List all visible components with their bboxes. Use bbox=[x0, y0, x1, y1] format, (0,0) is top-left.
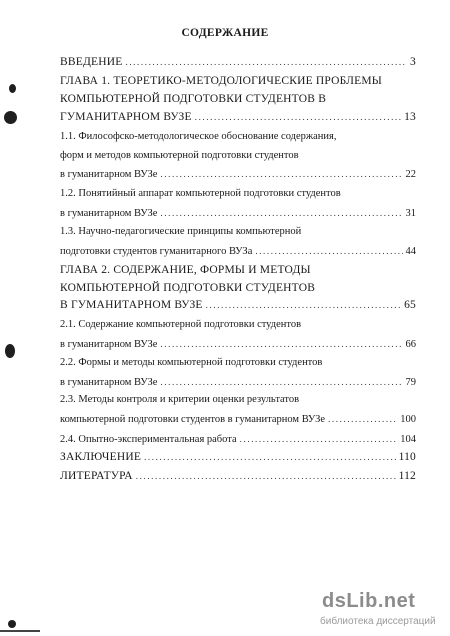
toc-entry-text: в гуманитарном ВУЗе bbox=[60, 377, 158, 388]
toc-entry-text: 1.3. Научно-педагогические принципы компьютерной bbox=[60, 226, 302, 237]
toc-entry bbox=[60, 130, 416, 144]
toc-entry-text: ГЛАВА 2. СОДЕРЖАНИЕ, ФОРМЫ И МЕТОДЫ bbox=[60, 264, 311, 276]
toc-entry-text: в гуманитарном ВУЗе bbox=[60, 208, 158, 219]
toc-leader-dots bbox=[240, 432, 398, 446]
toc-entry bbox=[60, 281, 416, 295]
toc-entry-text: ЛИТЕРАТУРА bbox=[60, 470, 133, 482]
toc-leader-dots bbox=[125, 55, 407, 69]
scan-edge-mark bbox=[0, 630, 40, 632]
toc-page-number: 13 bbox=[404, 111, 416, 123]
toc-entry bbox=[60, 298, 416, 312]
toc-entry bbox=[60, 318, 416, 332]
toc-entry-text: КОМПЬЮТЕРНОЙ ПОДГОТОВКИ СТУДЕНТОВ В bbox=[60, 93, 327, 105]
toc-page-number: 110 bbox=[398, 451, 416, 463]
toc-leader-dots bbox=[160, 337, 402, 351]
toc-leader-dots bbox=[144, 450, 396, 464]
toc-entry bbox=[60, 450, 416, 464]
binder-hole-mark bbox=[5, 344, 15, 358]
toc-entry-text: в гуманитарном ВУЗе bbox=[60, 339, 158, 350]
page-title: СОДЕРЖАНИЕ bbox=[181, 27, 269, 39]
toc-leader-dots bbox=[206, 298, 401, 312]
toc-page-number: 3 bbox=[410, 56, 416, 68]
toc-leader-dots bbox=[160, 375, 402, 389]
toc-entry bbox=[60, 356, 416, 370]
watermark-brand: dsLib.net bbox=[322, 590, 416, 612]
toc-entry-text: ГЛАВА 1. ТЕОРЕТИКО-МЕТОДОЛОГИЧЕСКИЕ ПРОБЛЕМЫ bbox=[60, 75, 383, 87]
toc-entry bbox=[60, 337, 416, 352]
dslib-watermark bbox=[318, 590, 438, 630]
toc-page-number: 31 bbox=[405, 208, 416, 219]
toc-entry bbox=[60, 263, 416, 277]
toc-entry-text: ЗАКЛЮЧЕНИЕ bbox=[60, 451, 142, 463]
toc-entry-text: компьютерной подготовки студентов в гуманитарном ВУЗе bbox=[60, 414, 326, 425]
toc-entry-text: 2.2. Формы и методы компьютерной подготовки студентов bbox=[60, 357, 323, 368]
toc-page-number: 79 bbox=[405, 377, 416, 388]
toc-entry bbox=[60, 412, 416, 427]
toc-entry-text: подготовки студентов гуманитарного ВУЗа bbox=[60, 246, 253, 257]
toc-entry-text: ГУМАНИТАРНОМ ВУЗЕ bbox=[60, 111, 192, 123]
toc-leader-dots bbox=[195, 110, 401, 124]
toc-entry bbox=[60, 206, 416, 221]
toc-entry-text: форм и методов компьютерной подготовки студентов bbox=[60, 150, 299, 161]
binder-hole-mark bbox=[8, 620, 16, 628]
toc-leader-dots bbox=[255, 244, 402, 258]
toc-leader-dots bbox=[328, 412, 397, 426]
toc-entry-text: 1.1. Философско-методологическое обоснование содержания, bbox=[60, 131, 337, 142]
toc-entry-text: в гуманитарном ВУЗе bbox=[60, 169, 158, 180]
toc-page-number: 22 bbox=[405, 169, 416, 180]
binder-hole-mark bbox=[4, 111, 17, 124]
toc-entry bbox=[60, 187, 416, 201]
toc-page-number: 100 bbox=[400, 414, 416, 425]
toc-entry bbox=[60, 110, 416, 124]
toc-entry-text: ВВЕДЕНИЕ bbox=[60, 56, 123, 68]
toc-leader-dots bbox=[136, 469, 396, 483]
toc-entry bbox=[60, 167, 416, 182]
toc-leader-dots bbox=[160, 167, 402, 181]
toc-entry bbox=[60, 432, 416, 447]
toc-page-number: 104 bbox=[400, 434, 416, 445]
watermark-subtitle: библиотека диссертаций bbox=[320, 616, 436, 627]
binder-hole-mark bbox=[9, 84, 16, 93]
toc-page-number: 66 bbox=[405, 339, 416, 350]
toc-entry-text: 2.1. Содержание компьютерной подготовки студентов bbox=[60, 319, 302, 330]
toc-entry bbox=[60, 393, 416, 407]
toc-page-number: 65 bbox=[404, 299, 416, 311]
toc-entry bbox=[60, 92, 416, 106]
toc-entry bbox=[60, 55, 416, 69]
toc-entry bbox=[60, 74, 416, 88]
toc-entry bbox=[60, 244, 416, 259]
toc-entry-text: В ГУМАНИТАРНОМ ВУЗЕ bbox=[60, 299, 203, 311]
toc-entry-text: 2.3. Методы контроля и критерии оценки результатов bbox=[60, 394, 300, 405]
toc-entry-text: КОМПЬЮТЕРНОЙ ПОДГОТОВКИ СТУДЕНТОВ bbox=[60, 282, 316, 294]
toc-entry bbox=[60, 469, 416, 483]
toc-page-number: 44 bbox=[405, 246, 416, 257]
toc-page-number: 112 bbox=[398, 470, 416, 482]
toc-entry-text: 2.4. Опытно-экспериментальная работа bbox=[60, 434, 237, 445]
toc-entry bbox=[60, 375, 416, 390]
toc-entry-text: 1.2. Понятийный аппарат компьютерной подготовки студентов bbox=[60, 188, 341, 199]
toc-entry bbox=[60, 225, 416, 239]
toc-leader-dots bbox=[160, 206, 402, 220]
toc-entry bbox=[60, 149, 416, 163]
